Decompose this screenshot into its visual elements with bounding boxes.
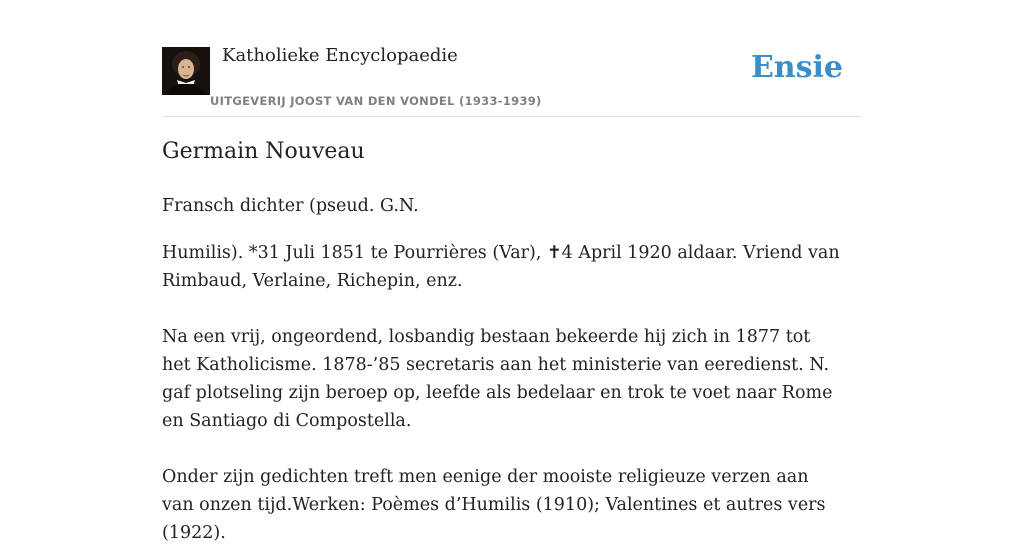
portrait-icon xyxy=(162,47,210,95)
site-header xyxy=(162,0,862,117)
brand-logo[interactable]: Ensie xyxy=(750,50,843,85)
publisher-label: UITGEVERIJ JOOST VAN DEN VONDEL (1933-1939) xyxy=(210,94,542,108)
article-title: Germain Nouveau xyxy=(162,139,365,164)
article-paragraph: Na een vrij, ongeordend, losbandig bestaan bekeerde hij zich in 1877 tot het Katholicisme. 1878-’85 secretaris aan het ministerie van eeredienst. N. gaf plotseling zijn beroep op, leefde als bedelaar en trok te voet naar Rome en Santiago di Compostella. xyxy=(162,327,833,431)
article-paragraph: Humilis). *31 Juli 1851 te Pourrières (Var), ✝4 April 1920 aldaar. Vriend van Rimbaud, Verlaine, Richepin, enz. xyxy=(162,243,840,291)
portrait-avatar[interactable] xyxy=(162,47,210,95)
article-paragraph: Onder zijn gedichten treft men eenige der mooiste religieuze verzen aan van onzen tijd.Werken: Poèmes d’Humilis (1910); Valentines et autres vers (1922). xyxy=(162,467,826,543)
site-title[interactable]: Katholieke Encyclopaedie xyxy=(222,45,458,66)
article-paragraph: Fransch dichter (pseud. G.N. xyxy=(162,196,419,216)
